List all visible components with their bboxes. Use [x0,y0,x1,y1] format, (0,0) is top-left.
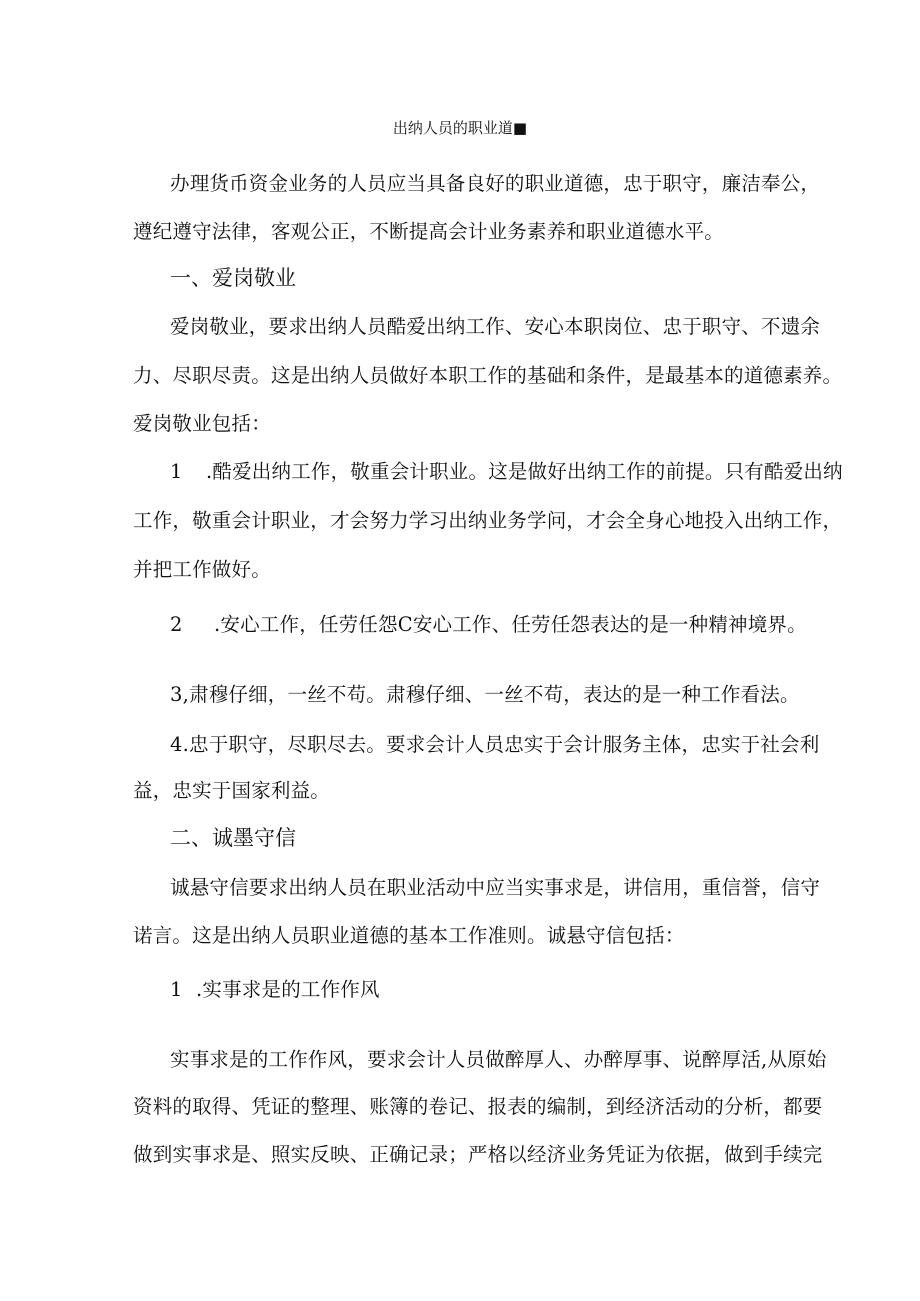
section-1-para-line-1: 爱岗敬业，要求出纳人员酷爱出纳工作、安心本职岗位、忠于职守、不遗余 [170,315,821,338]
section-1-item-1-line-2: 工作，敬重会计职业，才会努力学习出纳业务学问，才会全身心地投入出纳工作， [133,509,843,532]
item-text: .酷爱出纳工作，敬重会计职业。这是做好出纳工作的前提。只有酷爱出纳 [206,460,843,483]
section-1-para-line-2: 力、尽职尽责。这是出纳人员做好本职工作的基础和条件，是最基本的道德素养。 [133,364,843,387]
section-1-item-4-line-2: 益，忠实于国家利益。 [133,779,331,802]
section-1-item-3: 3,肃穆仔细，一丝不苟。肃穆仔细、一丝不苟，表达的是一种工作看法。 [170,683,800,706]
section-1-item-1-line-1 [170,458,843,486]
item-text: .实事求是的工作作风 [196,978,380,1001]
intro-line-1: 办理货币资金业务的人员应当具备良好的职业道德，忠于职守，廉洁奉公， [170,172,821,195]
document-title: 出纳人员的职业道■ [392,119,528,137]
item-text: .安心工作，任劳任怨C安心工作、任劳任怨表达的是一种精神境界。 [214,613,807,636]
section-2-heading: 二、诚墨守信 [170,826,296,850]
intro-line-2: 遵纪遵守法律，客观公正，不断提高会计业务素养和职业道德水平。 [133,220,725,243]
item-number: 2 [170,613,183,636]
item-number: 1 [170,460,183,483]
section-2-item-1-para-line-1: 实事求是的工作作风，要求会计人员做醉厚人、办醉厚事、说醉厚活,从原始 [170,1048,827,1071]
item-number: 1 [170,978,183,1001]
section-2-para-line-1: 诚悬守信要求出纳人员在职业活动中应当实事求是，讲信用，重信誉，信守 [170,876,821,899]
section-2-para-line-2: 诺言。这是出纳人员职业道德的基本工作准则。诚悬守信包括： [133,924,685,947]
section-1-item-4-line-1: 4.忠于职守，尽职尽去。要求会计人员忠实于会计服务主体，忠实于社会利 [170,733,820,756]
section-2-item-1 [170,976,380,1004]
section-2-item-1-para-line-3: 做到实事求是、照实反映、正确记录；严格以经济业务凭证为依据，做到手续完 [133,1143,823,1166]
section-1-para-line-3: 爱岗敬业包括： [133,412,271,435]
section-1-item-2 [170,611,807,639]
section-1-item-1-line-3: 并把工作做好。 [133,558,271,581]
section-1-heading: 一、爱岗敬业 [170,266,296,290]
section-2-item-1-para-line-2: 资料的取得、凭证的整理、账簿的卷记、报表的编制，到经济活动的分析，都要 [133,1095,823,1118]
